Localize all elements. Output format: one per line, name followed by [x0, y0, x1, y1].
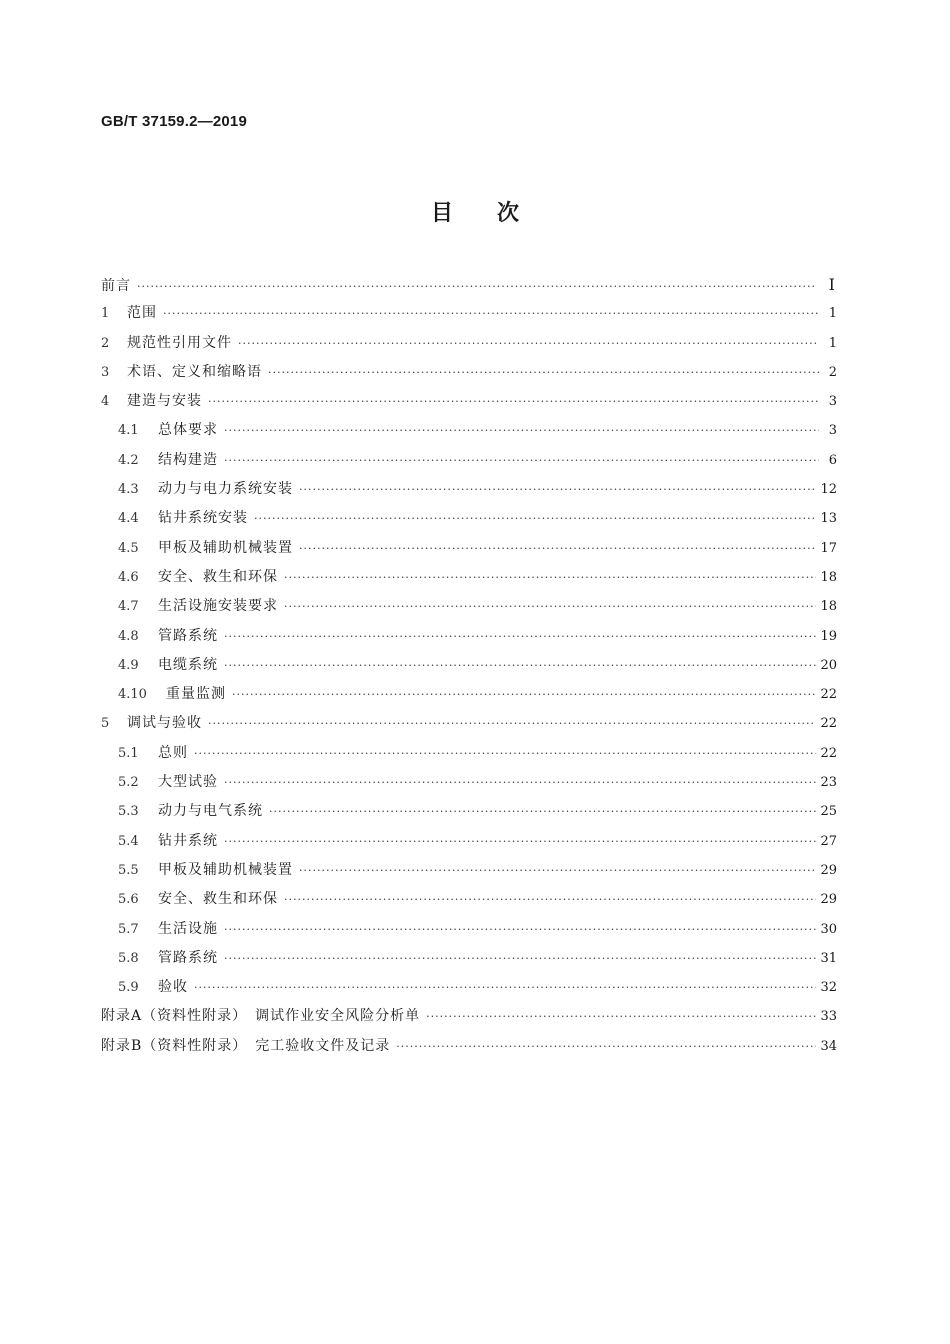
toc-leader-dots — [299, 534, 816, 563]
toc-entry-number: 5.5 — [118, 862, 139, 878]
toc-leader-dots — [194, 739, 816, 768]
toc-leader-dots — [284, 592, 816, 621]
toc-leader-dots — [224, 622, 816, 651]
toc-leader-dots — [269, 797, 816, 826]
toc-entry[interactable] — [101, 709, 837, 738]
toc-entry-label: 规范性引用文件 — [127, 334, 232, 351]
toc-leader-dots — [284, 885, 816, 914]
toc-entry-label: 重量监测 — [166, 686, 226, 703]
toc-entry-label: 管路系统 — [158, 949, 218, 966]
toc-entry-page: 3 — [828, 423, 837, 439]
toc-entry-label: 验收 — [158, 979, 188, 996]
toc-entry-page: 30 — [820, 921, 837, 937]
toc-entry[interactable] — [101, 387, 837, 416]
toc-entry[interactable] — [101, 270, 837, 299]
toc-leader-dots — [254, 504, 816, 533]
toc-entry-number: 4.2 — [118, 452, 139, 468]
toc-leader-dots — [224, 768, 816, 797]
toc-entry-number: 4.5 — [118, 540, 139, 556]
toc-entry[interactable] — [101, 651, 837, 680]
toc-entry[interactable] — [101, 358, 837, 387]
toc-entry-number: 5.8 — [118, 950, 139, 966]
toc-entry-label: 钻井系统安装 — [158, 510, 248, 527]
toc-leader-dots — [224, 651, 816, 680]
toc-entry-label: 安全、救生和环保 — [158, 891, 278, 908]
toc-entry[interactable] — [101, 827, 837, 856]
toc-entry-page: 29 — [820, 862, 837, 878]
toc-title: 目次 — [430, 201, 563, 226]
toc-entry-page: 3 — [828, 394, 837, 410]
toc-entry-number: 5 — [101, 716, 110, 732]
toc-leader-dots — [224, 416, 819, 445]
toc-entry[interactable] — [101, 797, 837, 826]
toc-entry[interactable] — [101, 329, 837, 358]
toc-entry-number: 2 — [101, 335, 110, 351]
toc-entry-page: 2 — [828, 364, 837, 380]
toc-entry-number: 3 — [101, 364, 110, 380]
toc-leader-dots — [232, 680, 816, 709]
toc-entry-label: 术语、定义和缩略语 — [127, 363, 262, 380]
toc-entry[interactable] — [101, 592, 837, 621]
toc-entry-label: 动力与电力系统安装 — [158, 481, 293, 498]
toc-entry-number: 5.6 — [118, 892, 139, 908]
toc-entry-label: 结构建造 — [158, 451, 218, 468]
toc-entry-page: 32 — [820, 980, 837, 996]
toc-leader-dots — [396, 1032, 816, 1061]
toc-entry[interactable] — [101, 534, 837, 563]
toc-entry-label: 生活设施安装要求 — [158, 598, 278, 615]
toc-entry-label: 钻井系统 — [158, 832, 218, 849]
toc-entry[interactable] — [101, 973, 837, 1002]
toc-leader-dots — [163, 299, 819, 328]
toc-entry-page: 34 — [820, 1038, 837, 1054]
toc-entry[interactable] — [101, 563, 837, 592]
toc-entry-page: 31 — [820, 950, 837, 966]
toc-entry[interactable] — [101, 446, 837, 475]
toc-entry-number: 4.8 — [118, 628, 139, 644]
toc-entry-page: 33 — [820, 1009, 837, 1025]
toc-entry-number: 4 — [101, 394, 110, 410]
toc-entry-page: 22 — [820, 716, 837, 732]
toc-entry-label: 前言 — [101, 278, 131, 294]
toc-entry[interactable] — [101, 739, 837, 768]
toc-leader-dots — [194, 973, 816, 1002]
toc-entry[interactable] — [101, 768, 837, 797]
toc-entry-number: 4.6 — [118, 569, 139, 585]
toc-entry-page: 1 — [828, 306, 837, 322]
toc-entry-label: 甲板及辅助机械装置 — [158, 539, 293, 556]
toc-leader-dots — [299, 856, 816, 885]
toc-entry-label: 管路系统 — [158, 627, 218, 644]
toc-entry-number: 5.4 — [118, 833, 139, 849]
toc-leader-dots — [224, 915, 816, 944]
toc-entry-page: 25 — [820, 804, 837, 820]
toc-entry[interactable] — [101, 915, 837, 944]
toc-entry-label: 建造与安装 — [127, 393, 202, 410]
toc-entry[interactable] — [101, 1002, 837, 1031]
toc-leader-dots — [137, 272, 817, 301]
toc-entry-page: 22 — [820, 687, 837, 703]
toc-leader-dots — [208, 387, 819, 416]
toc-entry-label: 甲板及辅助机械装置 — [158, 861, 293, 878]
toc-entry-number: 4.10 — [118, 687, 147, 703]
toc-entry-page: 18 — [820, 569, 837, 585]
toc-entry[interactable] — [101, 416, 837, 445]
toc-entry-number: 4.7 — [118, 599, 139, 615]
toc-entry[interactable] — [101, 504, 837, 533]
toc-entry-label: 动力与电气系统 — [158, 803, 263, 820]
toc-entry-label: 总体要求 — [158, 422, 218, 439]
table-of-contents — [101, 270, 837, 1061]
toc-leader-dots — [224, 827, 816, 856]
toc-entry-page: 29 — [820, 892, 837, 908]
toc-entry-label: 范围 — [127, 305, 157, 322]
toc-leader-dots — [426, 1002, 816, 1031]
toc-entry-label: 附录A（资料性附录） 调试作业安全风险分析单 — [101, 1008, 421, 1025]
toc-entry[interactable] — [101, 1032, 837, 1061]
toc-leader-dots — [224, 944, 816, 973]
toc-entry-number: 1 — [101, 306, 110, 322]
toc-entry-number: 4.4 — [118, 511, 139, 527]
toc-entry-number: 5.2 — [118, 775, 139, 791]
toc-entry-page: 1 — [828, 335, 837, 351]
toc-entry-number: 4.1 — [118, 423, 139, 439]
toc-entry[interactable] — [101, 475, 837, 504]
toc-entry[interactable] — [101, 680, 837, 709]
toc-entry[interactable] — [101, 299, 837, 328]
toc-leader-dots — [238, 329, 819, 358]
toc-entry-number: 5.3 — [118, 804, 139, 820]
toc-leader-dots — [208, 709, 816, 738]
toc-entry-page: 13 — [820, 511, 837, 527]
toc-entry-number: 5.7 — [118, 921, 139, 937]
toc-entry-page: 12 — [820, 482, 837, 498]
toc-entry-page: 6 — [828, 452, 837, 468]
toc-entry-page: 27 — [820, 833, 837, 849]
toc-entry-page: 17 — [820, 540, 837, 556]
toc-leader-dots — [268, 358, 819, 387]
toc-entry[interactable] — [101, 885, 837, 914]
toc-entry-page: 18 — [820, 599, 837, 615]
toc-entry-label: 生活设施 — [158, 920, 218, 937]
toc-entry[interactable] — [101, 944, 837, 973]
toc-entry-page: 22 — [820, 745, 837, 761]
toc-entry[interactable] — [101, 856, 837, 885]
toc-entry-page: 19 — [820, 628, 837, 644]
toc-entry-page: 23 — [820, 775, 837, 791]
toc-entry-label: 大型试验 — [158, 774, 218, 791]
toc-entry-label: 调试与验收 — [127, 715, 202, 732]
toc-entry-number: 5.9 — [118, 980, 139, 996]
toc-entry-number: 4.9 — [118, 657, 139, 673]
toc-entry[interactable] — [101, 622, 837, 651]
toc-leader-dots — [284, 563, 816, 592]
toc-entry-label: 总则 — [158, 744, 188, 761]
toc-leader-dots — [299, 475, 816, 504]
toc-entry-number: 4.3 — [118, 482, 139, 498]
toc-entry-page: 20 — [820, 657, 837, 673]
toc-entry-label: 附录B（资料性附录） 完工验收文件及记录 — [101, 1037, 391, 1054]
toc-leader-dots — [224, 446, 819, 475]
toc-entry-label: 安全、救生和环保 — [158, 568, 278, 585]
toc-entry-page: Ⅰ — [828, 275, 835, 294]
standard-code: GB/T 37159.2—2019 — [101, 113, 247, 130]
toc-entry-label: 电缆系统 — [158, 656, 218, 673]
toc-entry-number: 5.1 — [118, 745, 139, 761]
